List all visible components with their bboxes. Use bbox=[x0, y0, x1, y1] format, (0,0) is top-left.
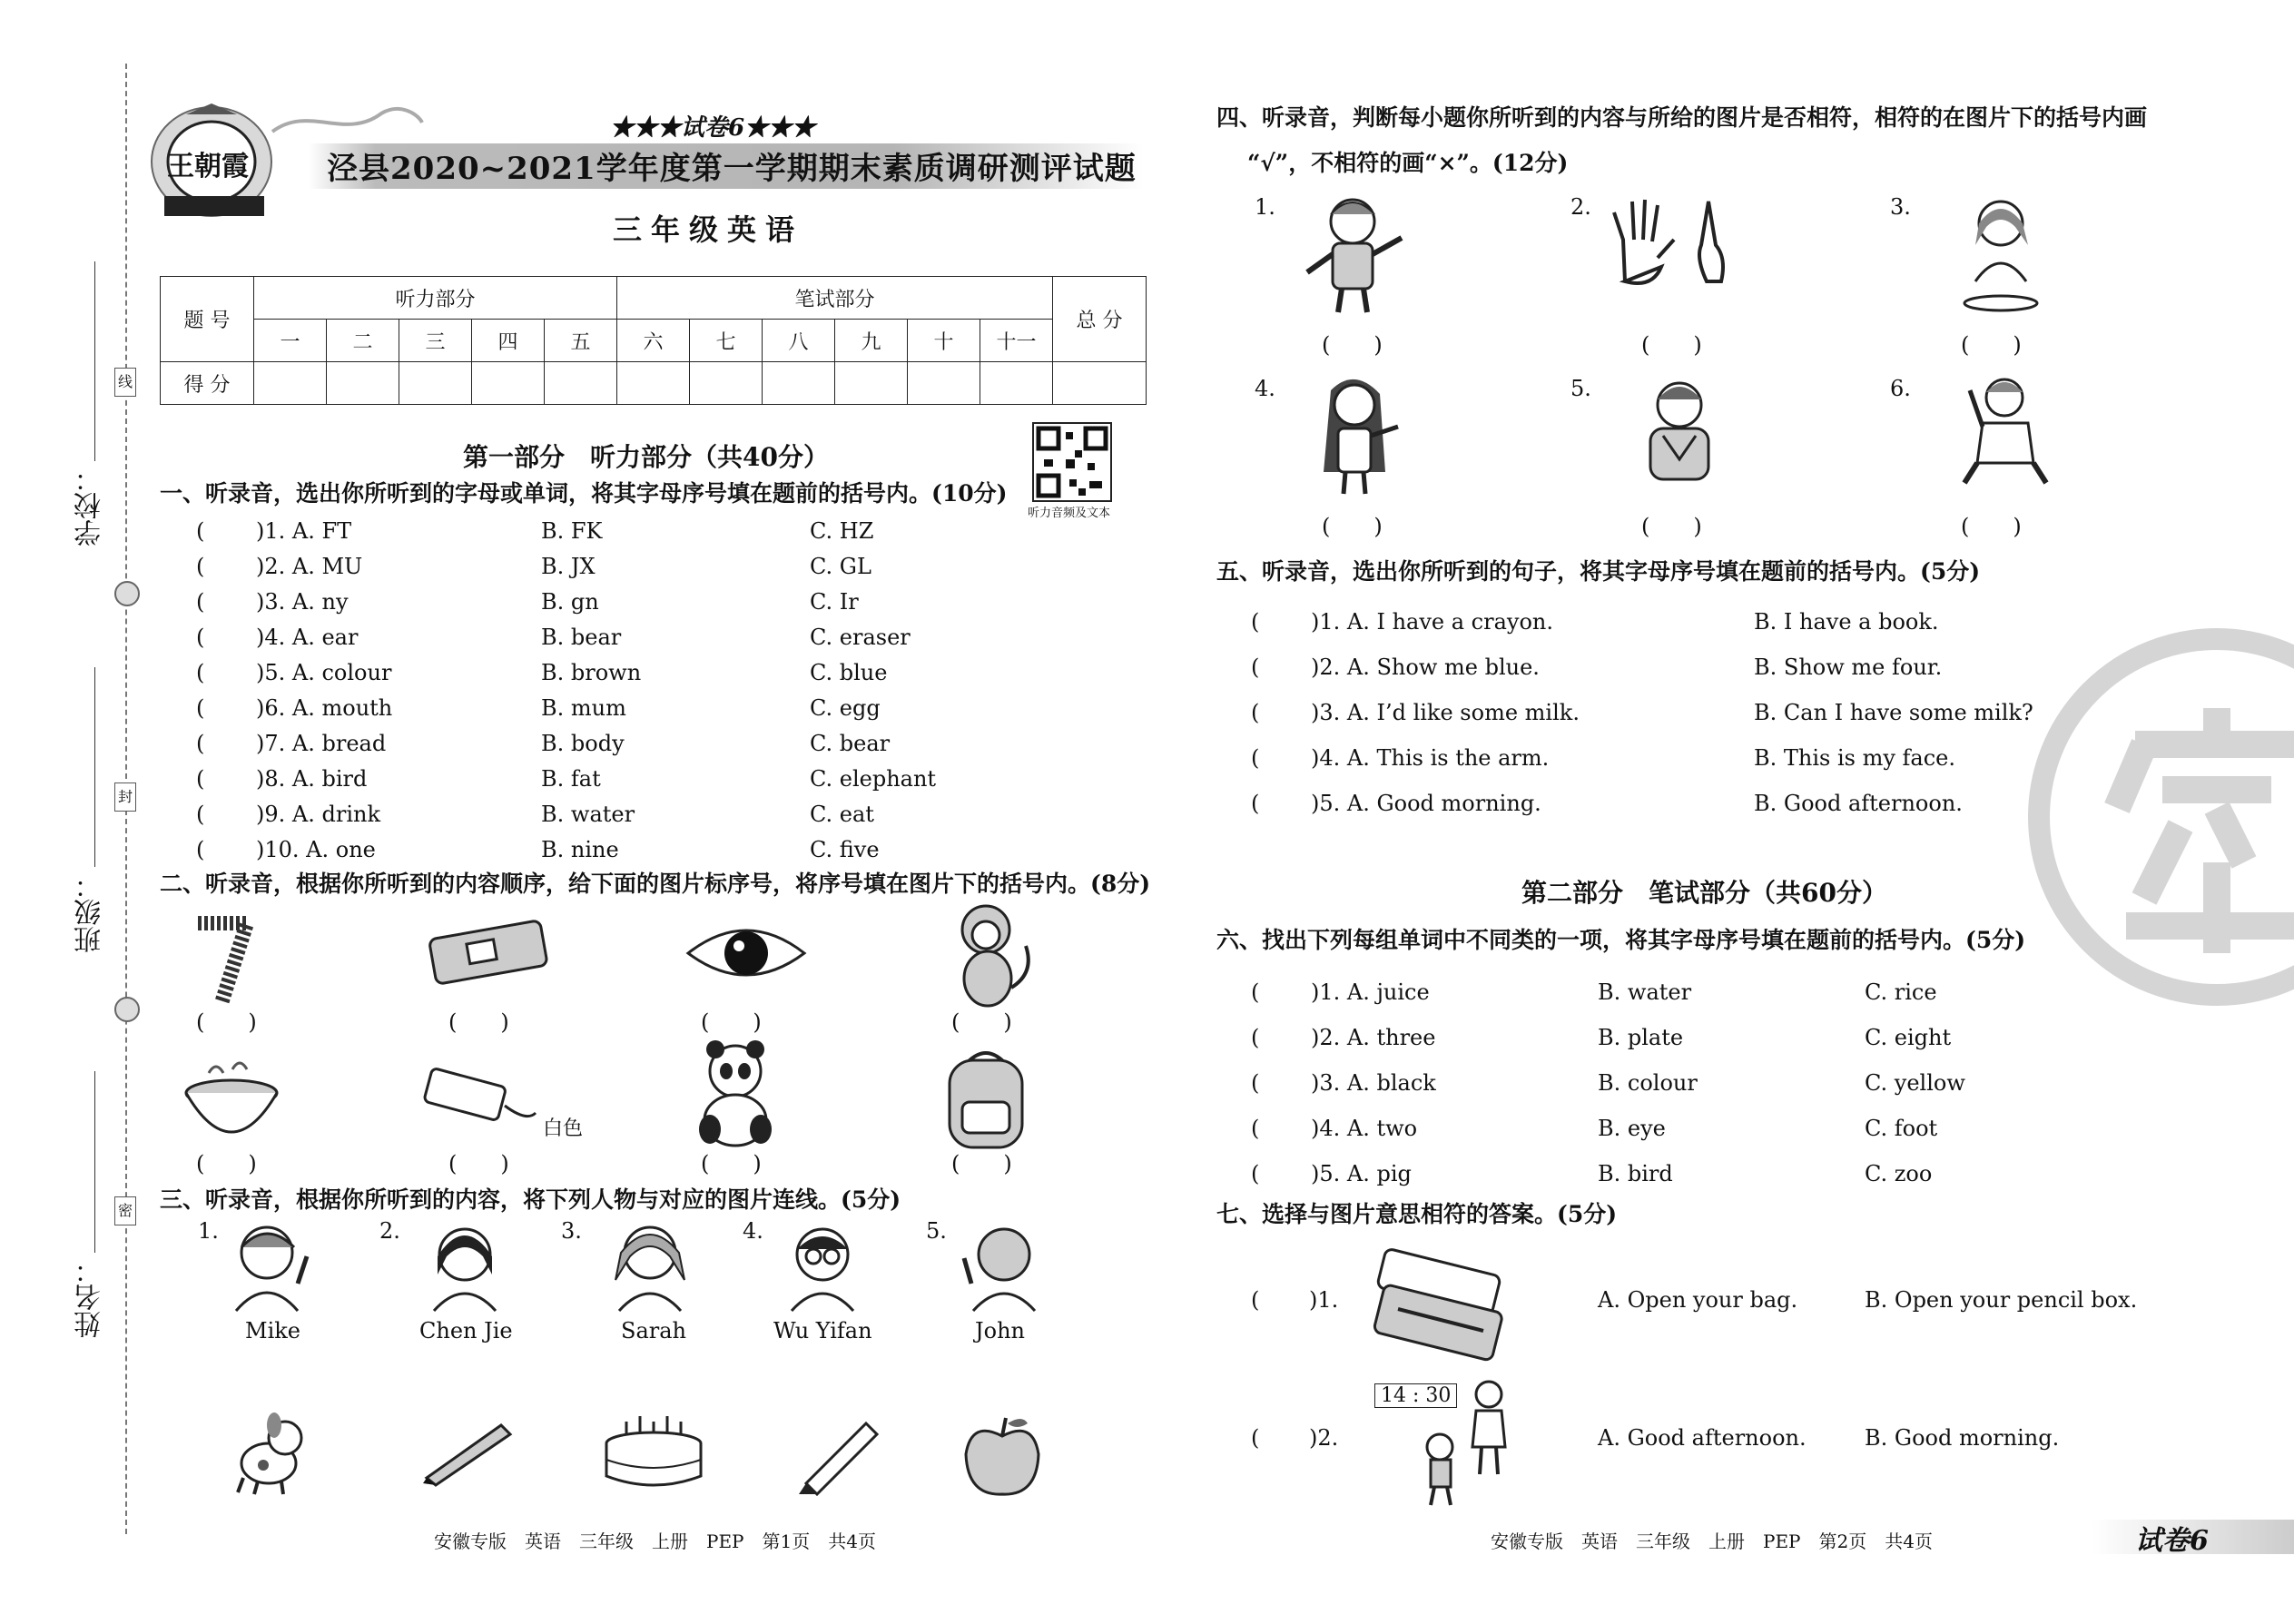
q1-item-a: )1. A. FT bbox=[256, 518, 352, 544]
qr-code-icon[interactable] bbox=[1033, 423, 1111, 501]
q4-answer-blank[interactable]: ( ) bbox=[1641, 514, 1702, 539]
glue-tube-icon bbox=[418, 1068, 545, 1131]
monkey-icon bbox=[944, 901, 1035, 1011]
q5-item-a: )1. A. I have a crayon. bbox=[1311, 609, 1553, 635]
q1-item-a: )4. A. ear bbox=[256, 625, 359, 650]
q6-options-b bbox=[1598, 969, 1698, 1196]
q1-item-a: )3. A. ny bbox=[256, 589, 349, 615]
score-input-cell[interactable] bbox=[617, 362, 690, 405]
pencil-box-icon bbox=[427, 917, 554, 989]
q1-item-b: B. water bbox=[541, 802, 635, 827]
q4-answer-blank[interactable]: ( ) bbox=[1322, 514, 1383, 539]
person-number: 1. bbox=[198, 1218, 219, 1244]
q2-answer-blank[interactable]: ( ) bbox=[951, 1151, 1012, 1176]
score-input-cell[interactable] bbox=[763, 362, 835, 405]
score-table bbox=[160, 276, 1147, 405]
q2-answer-blank[interactable]: ( ) bbox=[196, 1151, 257, 1176]
q7-item-num: )1. bbox=[1309, 1287, 1339, 1313]
person-number: 3. bbox=[561, 1218, 582, 1244]
q2-title: 二、听录音，根据你所听到的内容顺序，给下面的图片标序号，将序号填在图片下的括号内。(8分) bbox=[160, 871, 1151, 897]
question-number-cell: 十一 bbox=[980, 320, 1053, 362]
paper-badge: ★★★试卷6★★★ bbox=[610, 114, 816, 142]
apple-icon bbox=[959, 1412, 1046, 1498]
q1-item-b: B. bear bbox=[541, 625, 622, 650]
score-input-cell[interactable] bbox=[835, 362, 908, 405]
q4-number: 2. bbox=[1570, 194, 1591, 220]
question-number-cell: 三 bbox=[399, 320, 472, 362]
q5-item-b: B. Can I have some milk? bbox=[1754, 700, 2033, 725]
rice-bowl-icon bbox=[182, 1053, 281, 1144]
q7-item-num: )2. bbox=[1309, 1425, 1339, 1451]
name-label: 姓名： bbox=[74, 1256, 106, 1338]
q1-item-b: B. brown bbox=[541, 660, 642, 685]
question-number-cell: 六 bbox=[617, 320, 690, 362]
q1-item-b: B. body bbox=[541, 731, 625, 756]
boy-pointing-icon bbox=[1289, 191, 1416, 314]
q4-number: 3. bbox=[1890, 194, 1911, 220]
exam-title: 泾县2020~2021学年度第一学期期末素质调研测评试题 bbox=[327, 151, 1137, 187]
person-number: 2. bbox=[379, 1218, 400, 1244]
q6-item-b: B. bird bbox=[1598, 1161, 1673, 1186]
boy-mike-icon bbox=[223, 1220, 314, 1311]
q1-item-b: B. FK bbox=[541, 518, 603, 544]
score-row-label-score: 得 分 bbox=[161, 362, 254, 405]
q2-answer-blank[interactable]: ( ) bbox=[701, 1009, 762, 1035]
q1-item-c: C. elephant bbox=[810, 766, 937, 792]
q1-options-c bbox=[810, 514, 936, 868]
boy-john-icon bbox=[959, 1220, 1049, 1311]
q5-item-a: )4. A. This is the arm. bbox=[1311, 745, 1550, 771]
q5-options-a bbox=[1311, 599, 1580, 826]
q5-item-a: )2. A. Show me blue. bbox=[1311, 655, 1540, 680]
ribbon-decoration-icon bbox=[263, 95, 427, 150]
question-number-cell: 九 bbox=[835, 320, 908, 362]
q1-title: 一、听录音，选出你所听到的字母或单词，将其字母序号填在题前的括号内。(10分) bbox=[160, 480, 1008, 507]
q1-item-b: B. mum bbox=[541, 695, 626, 721]
qr-caption: 听力音频及文本 bbox=[1028, 507, 1111, 520]
q6-item-c: C. eight bbox=[1865, 1025, 1952, 1050]
q6-item-b: B. plate bbox=[1598, 1025, 1684, 1050]
q6-options-a bbox=[1311, 969, 1436, 1196]
logo-text: 王朝霞 bbox=[167, 151, 249, 182]
q1-paren-column: ( ( ( ( ( ( ( ( ( ( bbox=[196, 518, 205, 862]
score-input-cell[interactable] bbox=[472, 362, 545, 405]
score-input-cell[interactable] bbox=[545, 362, 617, 405]
q5-paren-column: ( ( ( ( ( bbox=[1251, 609, 1260, 816]
person-number: 5. bbox=[926, 1218, 947, 1244]
class-label: 班级： bbox=[74, 871, 106, 953]
q6-item-c: C. zoo bbox=[1865, 1161, 1933, 1186]
boy-with-bag-icon bbox=[1630, 372, 1730, 487]
q1-item-c: C. blue bbox=[810, 660, 888, 685]
q5-item-b: B. I have a book. bbox=[1754, 609, 1939, 635]
score-row-label-number: 题 号 bbox=[161, 277, 254, 362]
q4-title-line2: “√”，不相符的画“×”。(12分) bbox=[1247, 150, 1569, 176]
q1-options-a bbox=[256, 514, 392, 868]
q1-item-a: )6. A. mouth bbox=[256, 695, 393, 721]
q1-item-c: C. eat bbox=[810, 802, 874, 827]
q6-item-b: B. colour bbox=[1598, 1070, 1698, 1096]
total-score-cell[interactable] bbox=[1053, 362, 1147, 405]
name-underline bbox=[94, 1071, 95, 1253]
question-number-cell: 八 bbox=[763, 320, 835, 362]
girl-eating-icon bbox=[1952, 191, 2052, 314]
q4-answer-blank[interactable]: ( ) bbox=[1961, 332, 2022, 358]
person-name: Wu Yifan bbox=[773, 1318, 872, 1343]
girl-squatting-icon bbox=[1952, 372, 2052, 490]
children-greeting-icon bbox=[1413, 1380, 1512, 1507]
q6-item-b: B. water bbox=[1598, 979, 1692, 1005]
q5-item-a: )5. A. Good morning. bbox=[1311, 791, 1541, 816]
person-name: Chen Jie bbox=[419, 1318, 513, 1343]
secret-seal-watermark-icon bbox=[2026, 626, 2294, 1008]
score-input-cell[interactable] bbox=[327, 362, 399, 405]
q1-item-c: C. egg bbox=[810, 695, 881, 721]
q1-item-a: )5. A. colour bbox=[256, 660, 392, 685]
writing-group-header: 笔试部分 bbox=[617, 277, 1053, 320]
binding-mark-secret: 密 bbox=[114, 1196, 136, 1225]
footer-left: 安徽专版 英语 三年级 上册 PEP 第1页 共4页 bbox=[434, 1530, 876, 1552]
q4-answer-blank[interactable]: ( ) bbox=[1641, 332, 1702, 358]
school-label: 学校： bbox=[74, 465, 106, 546]
q1-item-a: )9. A. drink bbox=[256, 802, 380, 827]
panda-icon bbox=[690, 1040, 781, 1149]
q1-item-a: )10. A. one bbox=[256, 837, 376, 862]
dog-icon bbox=[222, 1405, 309, 1496]
question-number-cell: 二 bbox=[327, 320, 399, 362]
school-underline bbox=[94, 261, 95, 461]
q1-item-c: C. five bbox=[810, 837, 880, 862]
footer-right: 安徽专版 英语 三年级 上册 PEP 第2页 共4页 bbox=[1491, 1530, 1933, 1552]
q6-item-b: B. eye bbox=[1598, 1116, 1666, 1141]
q7-title: 七、选择与图片意思相符的答案。(5分) bbox=[1216, 1201, 1618, 1227]
open-pencil-box-icon bbox=[1371, 1256, 1507, 1356]
birthday-cake-icon bbox=[599, 1403, 708, 1494]
q7-paren: ( bbox=[1251, 1287, 1260, 1313]
q6-item-c: C. yellow bbox=[1865, 1070, 1965, 1096]
q1-item-b: B. nine bbox=[541, 837, 619, 862]
score-input-cell[interactable] bbox=[690, 362, 763, 405]
q4-number: 1. bbox=[1255, 194, 1275, 220]
q1-item-a: )2. A. MU bbox=[256, 554, 363, 579]
q7-option-a: A. Good afternoon. bbox=[1598, 1425, 1807, 1451]
question-number-cell: 一 bbox=[254, 320, 327, 362]
q2-answer-blank[interactable]: ( ) bbox=[951, 1009, 1012, 1035]
q2-answer-blank[interactable]: ( ) bbox=[448, 1009, 509, 1035]
q5-title: 五、听录音，选出你所听到的句子，将其字母序号填在题前的括号内。(5分) bbox=[1216, 558, 1981, 585]
q6-title: 六、找出下列每组单词中不同类的一项，将其字母序号填在题前的括号内。(5分) bbox=[1216, 927, 2026, 953]
q1-item-c: C. Ir bbox=[810, 589, 859, 615]
part2-heading: 第二部分 笔试部分（共60分） bbox=[1521, 878, 1887, 908]
question-number-cell: 五 bbox=[545, 320, 617, 362]
q4-number: 4. bbox=[1255, 376, 1275, 401]
glue-color-label: 白色 bbox=[543, 1117, 584, 1140]
q5-options-b bbox=[1754, 599, 2033, 826]
girl-long-hair-icon bbox=[1304, 372, 1413, 496]
q6-item-c: C. rice bbox=[1865, 979, 1937, 1005]
binding-mark-seal: 封 bbox=[114, 782, 136, 812]
person-name: Sarah bbox=[621, 1318, 686, 1343]
footer-paper-tag: 试卷6 bbox=[2135, 1525, 2209, 1557]
q1-item-a: )8. A. bird bbox=[256, 766, 368, 792]
score-input-cell[interactable] bbox=[908, 362, 980, 405]
q6-item-a: )3. A. black bbox=[1311, 1070, 1436, 1096]
q1-item-c: C. bear bbox=[810, 731, 891, 756]
q7-option-b: B. Good morning. bbox=[1865, 1425, 2060, 1451]
part1-heading: 第一部分 听力部分（共40分） bbox=[463, 442, 829, 472]
q4-number: 6. bbox=[1890, 376, 1911, 401]
q4-title-line1: 四、听录音，判断每小题你所听到的内容与所给的图片是否相符，相符的在图片下的括号内画 bbox=[1216, 104, 2148, 131]
score-input-cell[interactable] bbox=[980, 362, 1053, 405]
q2-answer-blank[interactable]: ( ) bbox=[448, 1151, 509, 1176]
score-input-cell[interactable] bbox=[254, 362, 327, 405]
pen-icon bbox=[418, 1414, 517, 1487]
person-name: Mike bbox=[245, 1318, 300, 1343]
person-number: 4. bbox=[743, 1218, 763, 1244]
q1-options-b bbox=[541, 514, 641, 868]
q7-option-b: B. Open your pencil box. bbox=[1865, 1287, 2138, 1313]
q1-item-b: B. JX bbox=[541, 554, 596, 579]
q6-item-a: )4. A. two bbox=[1311, 1116, 1418, 1141]
q6-item-a: )2. A. three bbox=[1311, 1025, 1436, 1050]
score-input-cell[interactable] bbox=[399, 362, 472, 405]
q1-item-b: B. gn bbox=[541, 589, 599, 615]
q7-option-a: A. Open your bag. bbox=[1598, 1287, 1798, 1313]
q6-options-c bbox=[1865, 969, 1965, 1196]
q1-item-a: )7. A. bread bbox=[256, 731, 387, 756]
q5-item-b: B. Show me four. bbox=[1754, 655, 1943, 680]
boy-wu-yifan-icon bbox=[777, 1220, 868, 1311]
girl-chen-jie-icon bbox=[419, 1220, 510, 1311]
q4-answer-blank[interactable]: ( ) bbox=[1961, 514, 2022, 539]
q6-item-c: C. foot bbox=[1865, 1116, 1938, 1141]
q1-item-b: B. fat bbox=[541, 766, 601, 792]
question-number-cell: 四 bbox=[472, 320, 545, 362]
q7-paren: ( bbox=[1251, 1425, 1260, 1451]
q6-item-a: )5. A. pig bbox=[1311, 1161, 1412, 1186]
q5-item-b: B. Good afternoon. bbox=[1754, 791, 1963, 816]
listening-group-header: 听力部分 bbox=[254, 277, 617, 320]
girl-sarah-icon bbox=[605, 1216, 695, 1311]
q6-item-a: )1. A. juice bbox=[1311, 979, 1430, 1005]
eye-icon bbox=[683, 917, 810, 989]
class-underline bbox=[94, 667, 95, 867]
q5-item-b: B. This is my face. bbox=[1754, 745, 1956, 771]
hands-counting-icon bbox=[1607, 194, 1752, 285]
q4-answer-blank[interactable]: ( ) bbox=[1322, 332, 1383, 358]
binding-mark-line: 线 bbox=[114, 368, 136, 397]
binding-hole-icon bbox=[114, 997, 140, 1022]
school-bag-icon bbox=[940, 1044, 1031, 1153]
question-number-cell: 十 bbox=[908, 320, 980, 362]
q1-item-c: C. HZ bbox=[810, 518, 874, 544]
q2-answer-blank[interactable]: ( ) bbox=[701, 1151, 762, 1176]
q6-paren-column: ( ( ( ( ( bbox=[1251, 979, 1260, 1186]
q5-item-a: )3. A. I’d like some milk. bbox=[1311, 700, 1580, 725]
question-number-cell: 七 bbox=[690, 320, 763, 362]
number-seven-icon bbox=[191, 912, 263, 1012]
total-header: 总 分 bbox=[1053, 277, 1147, 362]
q4-number: 5. bbox=[1570, 376, 1591, 401]
q2-answer-blank[interactable]: ( ) bbox=[196, 1009, 257, 1035]
clock-time-box: 14 : 30 bbox=[1374, 1383, 1457, 1408]
q1-item-c: C. GL bbox=[810, 554, 871, 579]
exam-subtitle: 三年级英语 bbox=[612, 212, 803, 247]
q3-title: 三、听录音，根据你所听到的内容，将下列人物与对应的图片连线。(5分) bbox=[160, 1186, 901, 1213]
person-name: John bbox=[975, 1318, 1025, 1343]
pencil-icon bbox=[793, 1411, 884, 1492]
binding-hole-icon bbox=[114, 581, 140, 606]
q1-item-c: C. eraser bbox=[810, 625, 911, 650]
